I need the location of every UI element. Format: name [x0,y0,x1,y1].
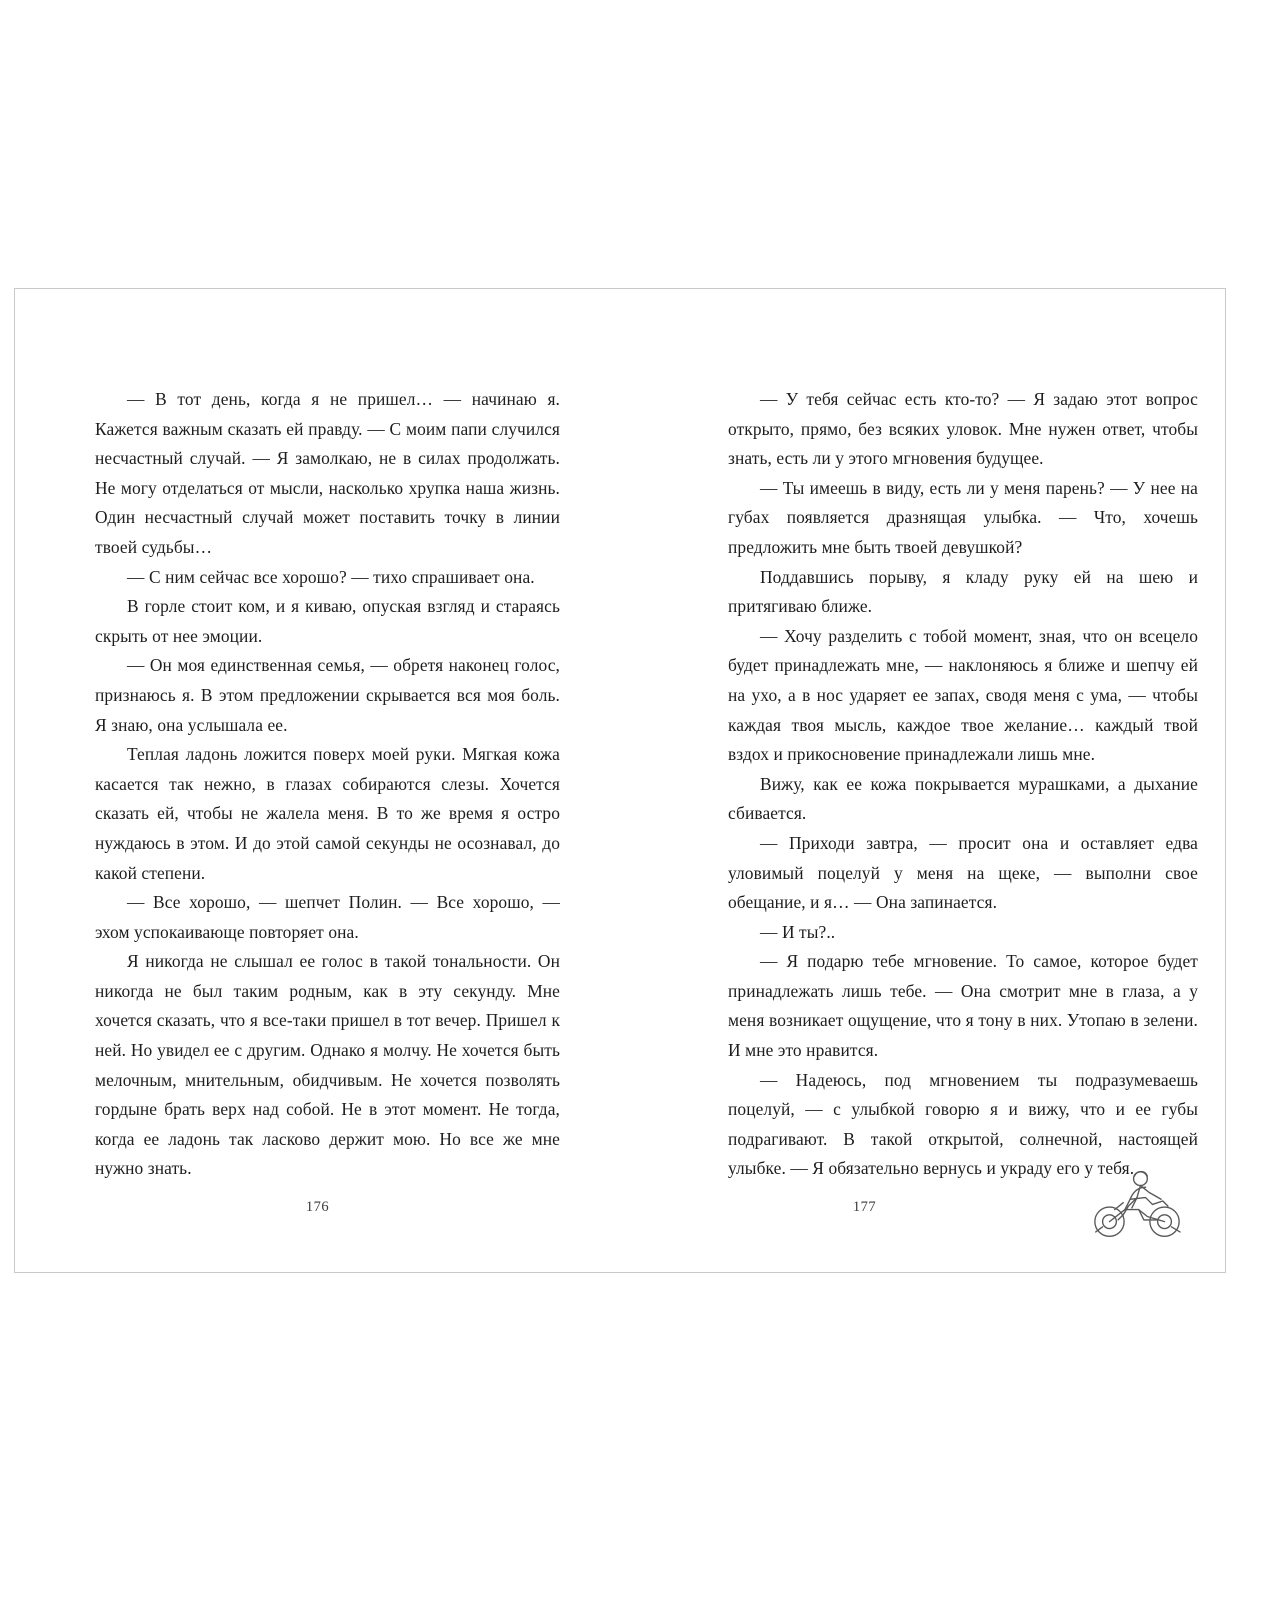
page-number-right: 177 [852,1199,877,1215]
paragraph: — Я подарю тебе мгновение. То самое, которое будет принадлежать лишь тебе. — Она смотрит мне в глаза, а у меня возникает ощущение, что я тону в них. Утопаю в зелени. И мне это нравится. [728,951,1198,1061]
book-page-spread [14,288,1226,1273]
paragraph: Теплая ладонь ложится поверх моей руки. Мягкая кожа касается так нежно, в глазах собираются слезы. Хочется сказать ей, чтобы не жалела меня. В то же время я остро нуждаюсь в этом. И до этой самой секунды не осознавал, до какой степени. [95,744,560,883]
paragraph: — В тот день, когда я не пришел… — начинаю я. Кажется важным сказать ей правду. — С моим папи случился несчастный случай. — Я замолкаю, не в силах продолжать. Не могу отделаться от мысли, насколько хрупка наша жизнь. Один несчастный случай может поставить точку в линии твоей судьбы… [95,389,560,557]
paragraph: — Все хорошо, — шепчет Полин. — Все хорошо, — эхом успокаивающе повторяет она. [95,892,560,942]
page-left-text [95,385,560,1184]
paragraph: Поддавшись порыву, я кладу руку ей на шею и притягиваю ближе. [728,566,1198,617]
paragraph: Я никогда не слышал ее голос в такой тональности. Он никогда не был таким родным, как в эту секунду. Мне хочется сказать, что я все-таки пришел в тот вечер. Пришел к ней. Но увидел ее с другим. Однако я молчу. Не хочется быть мелочным, мнительным, обидчивым. Не хочется позволять гордыне брать верх над собой. Не в этот момент. Не тогда, когда ее ладонь так ласково держит мою. Но все же мне нужно знать. [95,951,560,1179]
page-number-left: 176 [305,1199,330,1215]
paragraph: — Он моя единственная семья, — обретя наконец голос, признаюсь я. В этом предложении скрывается вся моя боль. Я знаю, она услышала ее. [95,655,560,735]
paragraph: — И ты?.. [760,921,836,942]
paragraph: — С ним сейчас все хорошо? — тихо спрашивает она. [127,566,535,587]
page-left [15,289,620,1272]
spread-columns [15,289,1225,1272]
motorcycle-rider-icon [1085,1158,1189,1244]
paragraph: — Надеюсь, под мгновением ты подразумеваешь поцелуй, — с улыбкой говорю я и вижу, что и ее губы подрагивают. В такой открытой, солнечной, настоящей улыбке. — Я обязательно вернусь и украду его у тебя. [728,1069,1198,1179]
paragraph: — У тебя сейчас есть кто-то? — Я задаю этот вопрос открыто, прямо, без всяких уловок. Мне нужен ответ, чтобы знать, есть ли у этого мгновения будущее. [728,389,1198,469]
paragraph: — Хочу разделить с тобой момент, зная, что он всецело будет принадлежать мне, — наклоняюсь я ближе и шепчу ей на ухо, а в нос ударяет ее запах, сводя меня с ума, — чтобы каждая твоя мысль, каждое твое желание… каждый твой вздох и прикосновение принадлежали лишь мне. [728,625,1198,765]
paragraph: Вижу, как ее кожа покрывается мурашками, а дыхание сбивается. [728,773,1198,824]
paragraph: — Приходи завтра, — просит она и оставляет едва уловимый поцелуй у меня на щеке, — выполни свое обещание, и я… — Она запинается. [728,832,1198,913]
paragraph: В горле стоит ком, и я киваю, опуская взгляд и стараясь скрыть от нее эмоции. [95,596,560,646]
page-right [620,289,1225,1272]
page-right-text [728,385,1198,1184]
paragraph: — Ты имеешь в виду, есть ли у меня парень? — У нее на губах появляется дразнящая улыбка. — Что, хочешь предложить мне быть твоей девушкой? [728,477,1198,557]
